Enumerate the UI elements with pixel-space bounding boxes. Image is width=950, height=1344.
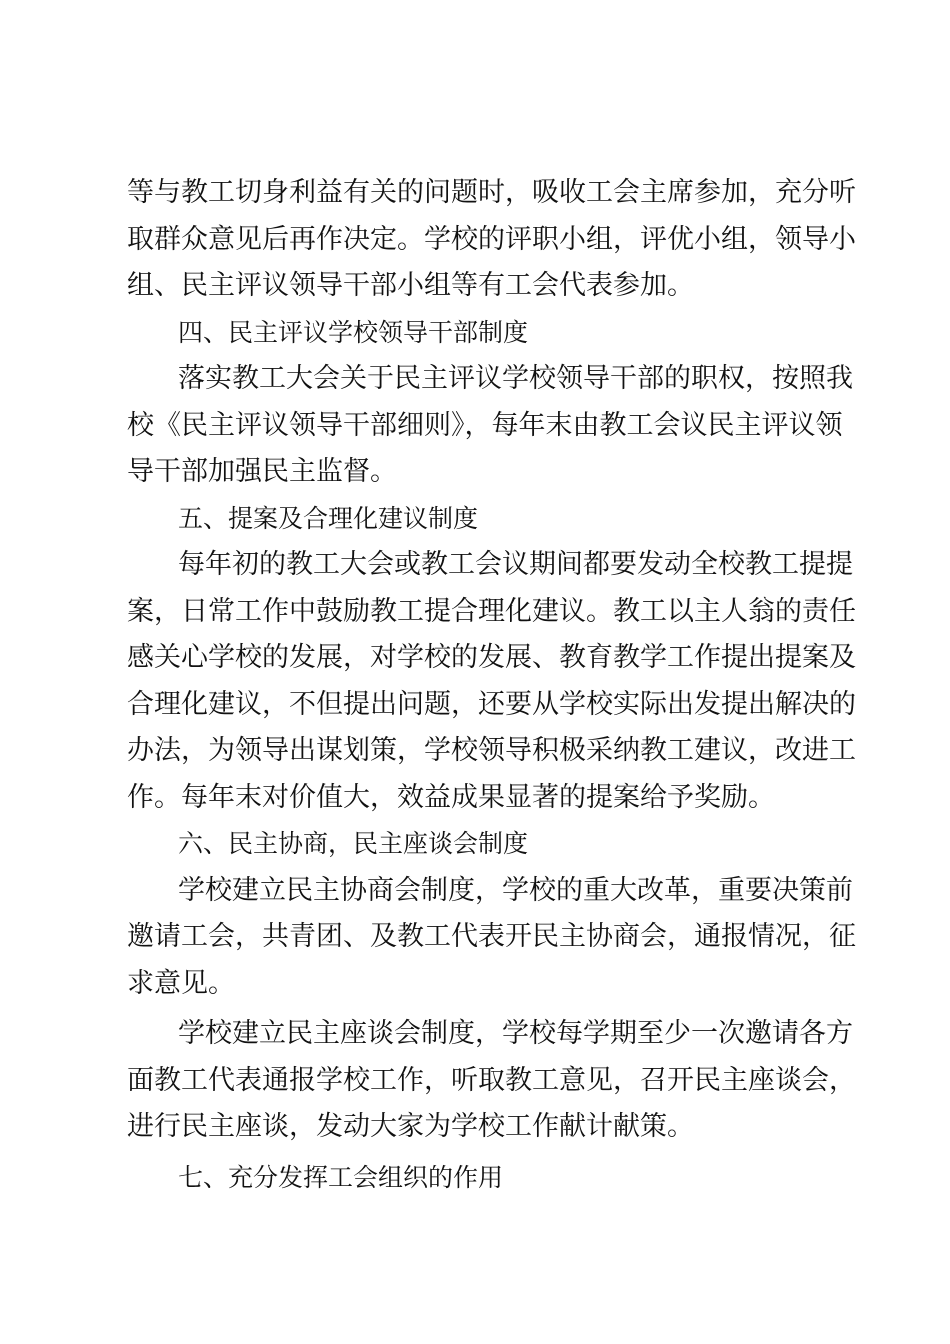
body-line: 组、民主评议领导干部小组等有工会代表参加。: [127, 270, 694, 301]
body-line: 合理化建议，不但提出问题，还要从学校实际出发提出解决的: [127, 688, 856, 720]
body-line: 案，日常工作中鼓励教工提合理化建议。教工以主人翁的责任: [127, 595, 856, 627]
paragraph-first-line: 学校建立民主协商会制度，学校的重大改革，重要决策前: [178, 874, 853, 906]
section-heading-4: 四、民主评议学校领导干部制度: [178, 317, 529, 347]
paragraph-first-line: 学校建立民主座谈会制度，学校每学期至少一次邀请各方: [178, 1018, 853, 1049]
section-heading-6: 六、民主协商，民主座谈会制度: [178, 829, 529, 858]
body-line: 导干部加强民主监督。: [127, 456, 397, 487]
body-line: 取群众意见后再作决定。学校的评职小组，评优小组，领导小: [127, 223, 856, 255]
body-line: 求意见。: [127, 967, 235, 999]
body-line: 校《民主评议领导干部细则》，每年末由教工会议民主评议领: [127, 409, 843, 441]
body-line: 作。每年末对价值大，效益成果显著的提案给予奖励。: [127, 781, 775, 813]
body-line: 感关心学校的发展，对学校的发展、教育教学工作提出提案及: [127, 642, 856, 673]
body-line: 等与教工切身利益有关的问题时，吸收工会主席参加，充分听: [127, 177, 856, 208]
section-heading-7: 七、充分发挥工会组织的作用: [178, 1162, 504, 1192]
document-body: [127, 170, 856, 1201]
body-line: 进行民主座谈，发动大家为学校工作献计献策。: [127, 1111, 694, 1142]
section-heading-5: 五、提案及合理化建议制度: [178, 503, 479, 533]
paragraph-first-line: 落实教工大会关于民主评议学校领导干部的职权，按照我: [178, 363, 853, 394]
body-line: 办法，为领导出谋划策，学校领导积极采纳教工建议，改进工: [127, 735, 856, 766]
paragraph-first-line: 每年初的教工大会或教工会议期间都要发动全校教工提提: [178, 549, 853, 580]
body-line: 面教工代表通报学校工作，听取教工意见，召开民主座谈会，: [127, 1064, 856, 1096]
body-line: 邀请工会，共青团、及教工代表开民主协商会，通报情况，征: [127, 921, 856, 952]
